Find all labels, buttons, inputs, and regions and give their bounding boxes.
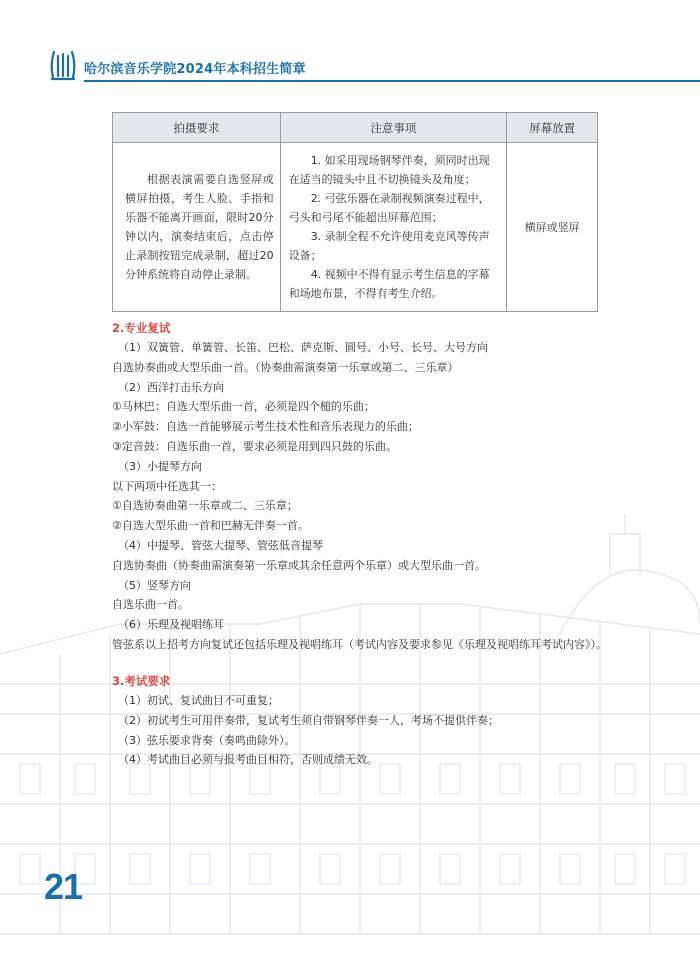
list-item: 自选协奏曲或大型乐曲一首。（协奏曲需演奏第一乐章或第二、三乐章）: [112, 360, 459, 374]
list-item: （4）考试曲目必须与报考曲目相符，否则成绩无效。: [118, 753, 378, 767]
list-item: （2）初试考生可用伴奏带，复试考生须自带钢琴伴奏一人，考场不提供伴奏；: [118, 713, 499, 727]
list-item: 以下两项中任选其一：: [112, 479, 222, 493]
list-item: （3）弦乐要求背奏（奏鸣曲除外）。: [118, 733, 296, 747]
note-item: 3. 录制全程不允许使用麦克风等传声设备；: [288, 230, 490, 262]
section-gap: [112, 655, 632, 671]
note-item: 4. 视频中不得有显示考生信息的字幕和场地布景，不得有考生介绍。: [288, 268, 490, 300]
list-item: （6）乐理及视唱练耳: [118, 618, 224, 632]
table-header-row: [113, 113, 598, 143]
main-content: [112, 318, 632, 770]
column-header-notes: 注意事项: [280, 113, 507, 143]
list-item: （4）中提琴、管弦大提琴、管弦低音提琴: [118, 538, 323, 552]
list-item: （5）竖琴方向: [118, 578, 191, 592]
shooting-requirement-cell: [113, 143, 281, 312]
section-title-professional-retest: 2.专业复试: [112, 321, 171, 335]
list-item: （1）双簧管、单簧管、长笛、巴松、萨克斯、圆号、小号、长号、大号方向: [118, 341, 488, 354]
screen-orientation-cell: 横屏或竖屏: [507, 143, 598, 312]
column-header-shooting: 拍摄要求: [113, 113, 281, 143]
harp-logo-icon: [48, 48, 78, 82]
table-row: [113, 143, 598, 312]
list-item: ①马林巴：自选大型乐曲一首，必须是四个槌的乐曲；: [112, 400, 375, 414]
note-item: 2. 弓弦乐器在录制视频演奏过程中，弓头和弓尾不能超出屏幕范围；: [288, 192, 490, 224]
list-item: （2）西洋打击乐方向: [118, 380, 224, 394]
section-title-exam-requirements: 3.考试要求: [112, 673, 171, 688]
list-item: ①自选协奏曲第一乐章或二、三乐章；: [112, 499, 298, 513]
list-item: （3）小提琴方向: [118, 459, 202, 473]
list-item: 自选协奏曲（协奏曲需演奏第一乐章或其余任意两个乐章）或大型乐曲一首。: [112, 558, 486, 572]
notes-cell: [280, 143, 507, 312]
column-header-screen: 屏幕放置: [507, 113, 598, 143]
list-item: （1）初试、复试曲目不可重复；: [118, 693, 279, 707]
list-item: ②小军鼓：自选一首能够展示考生技术性和音乐表现力的乐曲；: [112, 420, 419, 434]
list-item: ②自选大型乐曲一首和巴赫无伴奏一首。: [112, 519, 309, 533]
list-item: 自选乐曲一首。: [112, 598, 189, 612]
header-title: 哈尔滨音乐学院2024年本科招生简章: [84, 62, 306, 77]
note-item: 1. 如采用现场钢琴伴奏，须同时出现在适当的镜头中且不切换镜头及角度；: [288, 154, 490, 186]
list-item: ③定音鼓：自选乐曲一首，要求必须是用到四只鼓的乐曲。: [112, 439, 397, 453]
header-divider: [84, 80, 700, 82]
page-header: [0, 48, 700, 92]
shooting-requirement-text: 根据表演需要自选竖屏或横屏拍摄，考生人脸、手指和乐器不能离开画面，限时20分钟以内，演奏结束后，点击停止录制按钮完成录制，超过20分钟系统将自动停止录制。: [125, 173, 274, 281]
closing-paragraph: 管弦系以上招考方向复试还包括乐理及视唱练耳（考试内容及要求参见《乐理及视唱练耳考试内容》）。: [112, 637, 607, 651]
recording-requirements-table: [112, 112, 598, 312]
page-number: 21: [44, 866, 83, 907]
